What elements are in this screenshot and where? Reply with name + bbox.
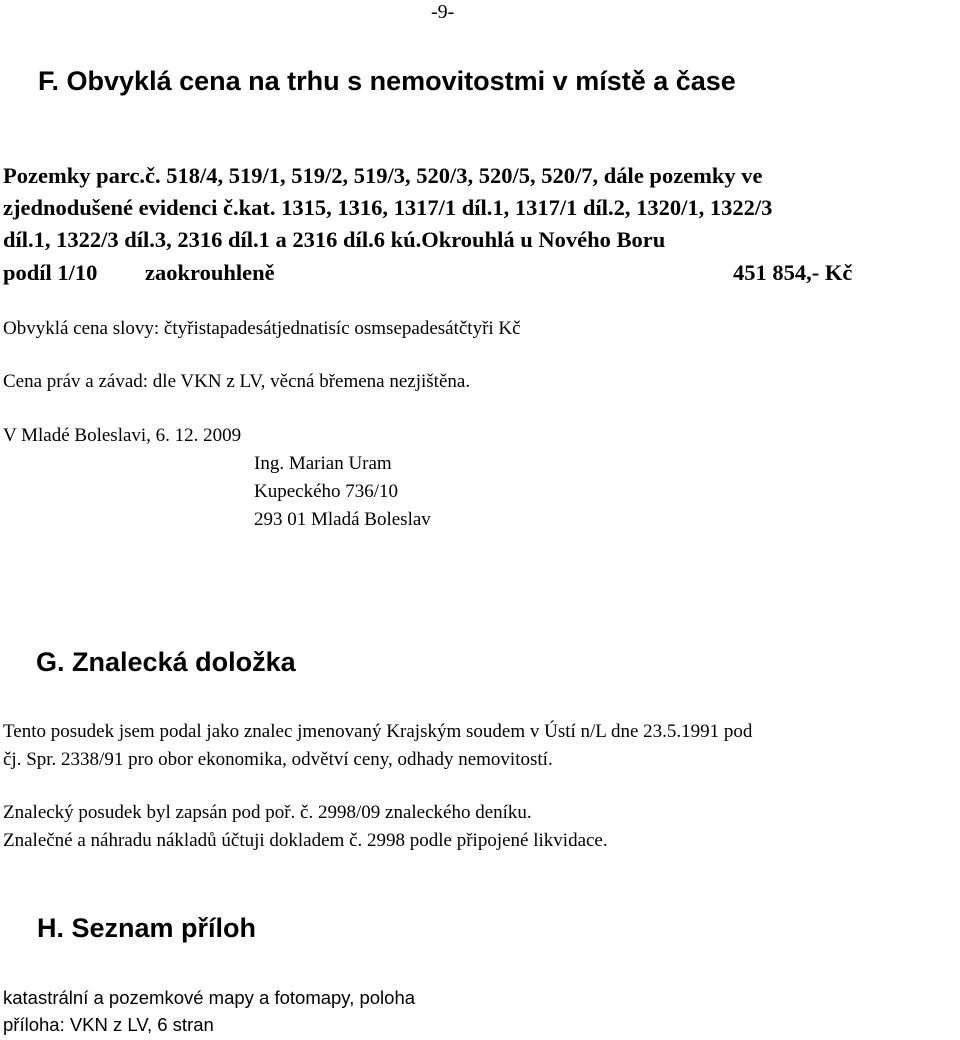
section-h-letter: H. [37,913,64,943]
clause-line: Tento posudek jsem podal jako znalec jmenovaný Krajským soudem v Ústí n/L dne 23.5.1991 pod [3,721,753,742]
section-f-letter: F. [38,66,60,96]
attachments-list [3,984,415,1038]
section-h-heading [37,913,256,944]
rights-and-burdens: Cena práv a závad: dle VKN z LV, věcná břemena nezjištěna. [3,371,471,392]
diary-line: Znalecký posudek byl zapsán pod poř. č. 2998/09 znaleckého deníku. [3,802,532,823]
price-in-words: Obvyklá cena slovy: čtyřistapadesátjednatisíc osmsepadesátčtyři Kč [3,318,521,339]
section-g-title: Znalecká doložka [72,647,296,677]
attachment-item: katastrální a pozemkové mapy a fotomapy, poloha [3,987,416,1008]
author-block [254,450,431,534]
share-value: 451 854,- Kč [733,260,853,285]
section-g-letter: G. [36,647,65,677]
section-f-heading [38,66,736,97]
expert-clause [3,718,752,774]
clause-line: čj. Spr. 2338/91 pro obor ekonomika, odvětví ceny, odhady nemovitostí. [3,749,553,770]
diary-record [3,799,608,855]
share-label: podíl 1/10 [3,260,98,285]
parcels-line: Pozemky parc.č. 518/4, 519/1, 519/2, 519/3, 520/3, 520/5, 520/7, dále pozemky ve [3,163,763,188]
author-name: Ing. Marian Uram [254,453,392,474]
section-g-heading [36,647,296,678]
parcels-description [3,160,772,256]
author-city: 293 01 Mladá Boleslav [254,509,431,530]
author-street: Kupeckého 736/10 [254,481,399,502]
parcels-line: zjednodušené evidenci č.kat. 1315, 1316, 1317/1 díl.1, 1317/1 díl.2, 1320/1, 1322/3 [3,195,773,220]
share-qualifier: zaokrouhleně [145,260,275,285]
diary-line: Znalečné a náhradu nákladů účtuji dokladem č. 2998 podle připojené likvidace. [3,830,608,851]
attachment-item: příloha: VKN z LV, 6 stran [3,1014,214,1035]
section-h-title: Seznam příloh [71,913,257,943]
place-date: V Mladé Boleslavi, 6. 12. 2009 [3,425,242,446]
page-number: -9- [431,1,455,23]
parcels-line: díl.1, 1322/3 díl.3, 2316 díl.1 a 2316 díl.6 kú.Okrouhlá u Nového Boru [3,227,666,252]
section-f-title: Obvyklá cena na trhu s nemovitostmi v místě a čase [66,66,736,96]
